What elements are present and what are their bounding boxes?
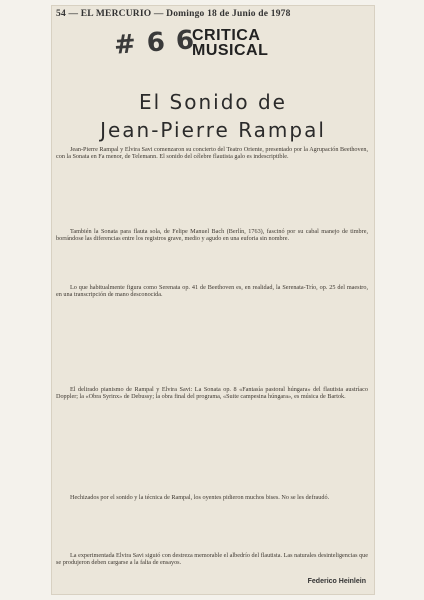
article-paragraph: La experimentada Elvira Savi siguió con destreza memorable el albedrío del flautista. Las naturales desinteligencias que se produjeron deben cargarse a la falta de ensayos.	[56, 552, 368, 567]
newspaper-clipping	[52, 6, 374, 594]
article-title-line1: El Sonido de	[138, 90, 287, 114]
article-paragraph: También la Sonata para flauta sola, de Felipe Manuel Bach (Berlín, 1763), fascinó por su cabal manejo de timbre, borrándose las diferencias entre los registros grave, medio y agudo en una euforia sin nombre.	[56, 228, 368, 243]
article-paragraph: El delirado pianismo de Rampal y Elvira Savi: La Sonata op. 8 «Fantasía pastoral húngara» del flautista austríaco Doppler; la «Obra Syrinx» de Debussy; la obra final del programa, «Suite campesina húngara», es música de Bartok.	[56, 386, 368, 401]
newspaper-header: 54 — EL MERCURIO — Domingo 18 de Junio de 1978	[56, 9, 291, 19]
article-title-line2: Jean-Pierre Rampal	[100, 118, 326, 142]
article-paragraph: Jean-Pierre Rampal y Elvira Savi comenzaron su concierto del Teatro Oriente, presentado por la Agrupación Beethoven, con la Sonata en Fa menor, de Telemann. El sonido del célebre flautista galo es indescriptible.	[56, 146, 368, 161]
section-title-line1: CRITICA	[192, 27, 261, 44]
section-title-line2: MUSICAL	[192, 42, 269, 59]
handwritten-catalog-number: # 6 6	[113, 25, 197, 61]
section-title	[192, 28, 342, 58]
article-paragraph: Hechizados por el sonido y la técnica de Rampal, los oyentes pidieron muchos bises. No se les defraudó.	[70, 494, 330, 501]
author-signature: Federico Heinlein	[307, 578, 366, 585]
article-paragraph: Lo que habitualmente figura como Serenata op. 41 de Beethoven es, en realidad, la Serenata-Trío, op. 25 del maestro, en una transcripción de mano desconocida.	[56, 284, 368, 299]
